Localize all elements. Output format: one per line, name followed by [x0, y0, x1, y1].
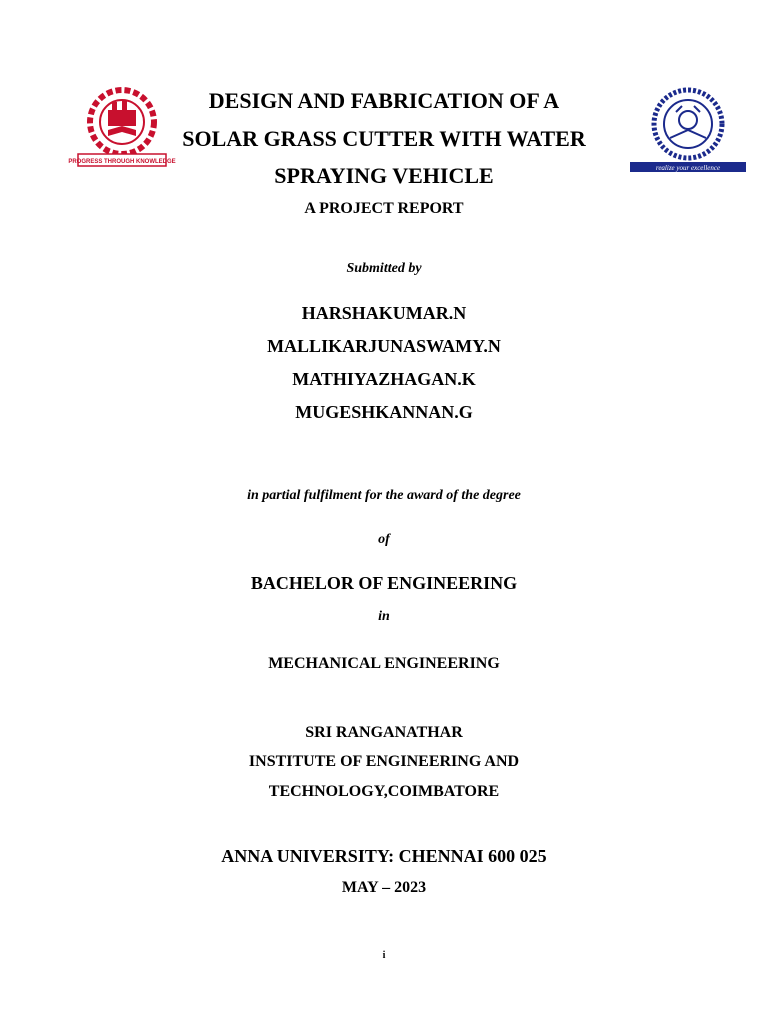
page-number: i — [382, 950, 386, 961]
title-line-2: SOLAR GRASS CUTTER WITH WATER — [182, 126, 586, 151]
author-name: MUGESHKANNAN.G — [295, 402, 473, 422]
institute-line-3: TECHNOLOGY,COIMBATORE — [268, 783, 500, 800]
submitted-by: Submitted by — [346, 261, 422, 276]
discipline: MECHANICAL ENGINEERING — [268, 655, 500, 672]
svg-text:PROGRESS THROUGH KNOWLEDGE: PROGRESS THROUGH KNOWLEDGE — [68, 159, 176, 165]
in-text: in — [378, 609, 390, 624]
title-line-3: SPRAYING VEHICLE — [274, 163, 494, 188]
fulfilment-text: in partial fulfilment for the award of the degree — [247, 488, 521, 503]
institute-line-1: SRI RANGANATHAR — [305, 724, 463, 741]
title-line-1: DESIGN AND FABRICATION OF A — [208, 88, 560, 113]
university: ANNA UNIVERSITY: CHENNAI 600 025 — [221, 846, 547, 866]
degree: BACHELOR OF ENGINEERING — [250, 573, 518, 593]
of-text: of — [378, 532, 390, 547]
date: MAY – 2023 — [341, 879, 427, 896]
author-name: HARSHAKUMAR.N — [301, 303, 467, 323]
svg-text:realize your excellence: realize your excellence — [655, 164, 721, 172]
report-type: A PROJECT REPORT — [304, 200, 464, 217]
author-name: MATHIYAZHAGAN.K — [292, 369, 476, 389]
author-name: MALLIKARJUNASWAMY.N — [267, 336, 501, 356]
institute-line-2: INSTITUTE OF ENGINEERING AND — [248, 753, 520, 770]
